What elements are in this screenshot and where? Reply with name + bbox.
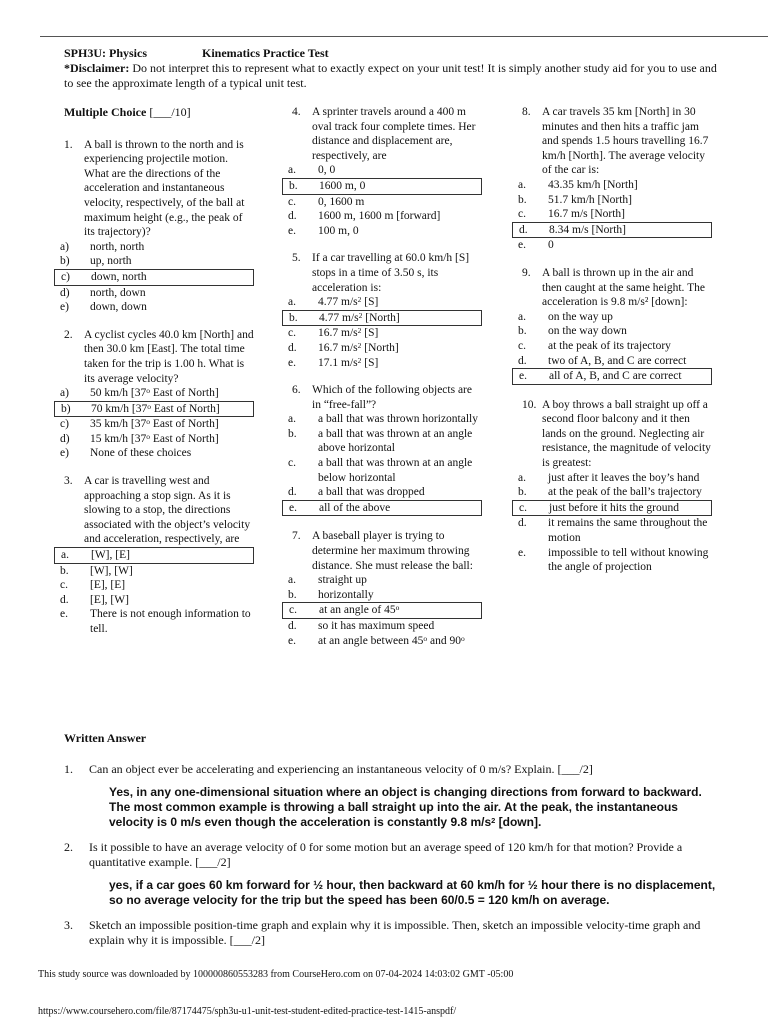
- option-text: 70 km/h [37$^o$ East of North]: [91, 401, 220, 415]
- option-letter: d): [60, 286, 70, 299]
- answer-option: [512, 207, 712, 222]
- written-question-text: Is it possible to have an average velocity of 0 for some motion but an average speed of 120 km/h for that motion? Provide a quantitative example. [___/2]: [89, 840, 683, 869]
- option-text: 17.1 $m/s^2$ [S]: [318, 355, 379, 369]
- answer-option: [282, 427, 482, 456]
- written-question-text: Can an object ever be accelerating and experiencing an instantaneous velocity of 0 m/s? Explain. [___/2]: [89, 762, 593, 776]
- answer-option: [282, 485, 482, 500]
- answer-option: [282, 326, 482, 341]
- correct-option: [282, 500, 482, 517]
- option-letter: c.: [518, 208, 526, 221]
- option-text: straight up: [318, 574, 367, 587]
- answer-option: [282, 341, 482, 356]
- correct-option: [54, 547, 254, 564]
- correct-option: [54, 269, 254, 286]
- option-text: on the way down: [548, 325, 627, 338]
- question-2: [54, 328, 254, 461]
- option-letter: e): [60, 447, 69, 460]
- option-letter: c): [61, 270, 70, 283]
- correct-option: [54, 401, 254, 418]
- option-text: just before it hits the ground: [549, 501, 679, 514]
- option-letter: a.: [288, 413, 296, 426]
- question-9: [512, 266, 712, 385]
- option-text: [W], [E]: [91, 549, 130, 562]
- question-stem: [54, 138, 254, 240]
- option-letter: c.: [289, 604, 297, 617]
- option-letter: b.: [60, 564, 69, 577]
- mc-score: [___/10]: [149, 105, 191, 119]
- option-letter: a.: [518, 310, 526, 323]
- question-number: 3.: [64, 475, 73, 488]
- written-item-1: [64, 762, 724, 830]
- question-stem: [512, 266, 712, 310]
- option-letter: a): [60, 387, 69, 400]
- answer-option: [54, 578, 254, 593]
- option-text: north, down: [90, 286, 146, 299]
- option-letter: a.: [288, 574, 296, 587]
- option-text: 0, 0: [318, 164, 336, 177]
- question-text: A ball is thrown to the north and is experiencing projectile motion. What are the directions of the acceleration and instantaneous velocity, respectively, of the ball at maximum height (e.g., the peak of its trajectory)?: [84, 138, 245, 239]
- option-letter: d.: [518, 517, 527, 530]
- question-text: A car is travelling west and approaching a stop sign. As it is slowing to a stop, the directions associated with the object’s velocity and acceleration, respectively, are: [84, 475, 251, 546]
- written-answer-section: [64, 731, 724, 958]
- footer-source: This study source was downloaded by 100000860553283 from CourseHero.com on 07-04-2024 14:03:02 GMT -05:00: [38, 969, 514, 980]
- option-letter: d): [60, 432, 70, 445]
- option-text: all of A, B, and C are correct: [549, 370, 682, 383]
- question-number: 2.: [64, 328, 73, 341]
- answer-option: [54, 254, 254, 269]
- option-text: 0, 1600 m: [318, 195, 365, 208]
- option-letter: d.: [288, 341, 297, 354]
- answer-option: [512, 339, 712, 354]
- option-letter: b.: [518, 325, 527, 338]
- answer-option: [512, 238, 712, 253]
- option-letter: c.: [288, 457, 296, 470]
- option-text: 1600 m, 1600 m [forward]: [318, 210, 441, 223]
- option-text: so it has maximum speed: [318, 620, 435, 632]
- option-letter: c.: [60, 579, 68, 592]
- correct-option: [512, 368, 712, 385]
- option-text: 51.7 km/h [North]: [548, 193, 633, 206]
- option-text: 1600 m, 0: [319, 179, 366, 192]
- written-question-text: Sketch an impossible position-time graph and explain why it is impossible. Then, sketch an impossible velocity-time graph and explain why it is impossible. [___/2]: [89, 918, 701, 947]
- written-title: Written Answer: [64, 731, 147, 745]
- option-letter: b.: [288, 427, 297, 440]
- answer-option: [282, 619, 482, 634]
- column-2: [282, 105, 482, 661]
- question-text: A cyclist cycles 40.0 km [North] and then 30.0 km [East]. The total time taken for the trip is 1.00 h. What is its average velocity?: [84, 328, 254, 385]
- option-text: [E], [E]: [90, 579, 126, 592]
- written-item-2: [64, 840, 724, 908]
- option-text: None of these choices: [90, 447, 192, 460]
- answer-option: [512, 516, 712, 545]
- answer-option: [512, 354, 712, 369]
- option-letter: b): [61, 402, 71, 415]
- option-text: a ball that was thrown at an angle above horizontal: [318, 427, 473, 455]
- option-text: a ball that was dropped: [318, 486, 425, 499]
- question-stem: [54, 328, 254, 386]
- answer-option: [512, 485, 712, 500]
- answer-option: [54, 432, 254, 447]
- question-3: [54, 474, 254, 637]
- written-number: 2.: [64, 840, 73, 854]
- question-text: If a car travelling at 60.0 km/h [S] stops in a time of 3.50 s, its acceleration is:: [312, 252, 470, 294]
- option-letter: a.: [518, 471, 526, 484]
- answer-option: [282, 209, 482, 224]
- option-text: 16.7 $m/s^2$ [North]: [318, 340, 399, 354]
- option-letter: a.: [288, 164, 296, 177]
- answer-option: [54, 286, 254, 301]
- answer-option: [282, 356, 482, 371]
- option-letter: b): [60, 255, 70, 268]
- written-question: [64, 762, 724, 777]
- written-answer-text: yes, if a car goes 60 km forward for ½ hour, then backward at 60 km/h for ½ hour there is no displacement, so no average velocity for the trip but the speed has been 60/0.5 = 120 km/h on average.: [109, 878, 716, 907]
- option-text: up, north: [90, 255, 132, 268]
- question-stem: [282, 105, 482, 163]
- written-question: [64, 840, 724, 870]
- answer-option: [282, 224, 482, 239]
- answer-option: [54, 300, 254, 315]
- question-text: A car travels 35 km [North] in 30 minutes and then hits a traffic jam and spends 1.5 hours travelling 16.7 km/h [North]. The average velocity of the car is:: [542, 106, 709, 177]
- test-title: Kinematics Practice Test: [202, 46, 329, 60]
- option-text: on the way up: [548, 310, 613, 323]
- question-1: [54, 138, 254, 315]
- answer-option: [282, 634, 482, 649]
- option-text: at the peak of the ball’s trajectory: [548, 486, 702, 499]
- option-text: 4.77 $m/s^2$ [S]: [318, 295, 379, 309]
- option-text: 50 km/h [37$^o$ East of North]: [90, 386, 219, 400]
- question-stem: [54, 474, 254, 547]
- option-letter: e.: [288, 634, 296, 647]
- answer-option: [512, 193, 712, 208]
- answer-option: [54, 593, 254, 608]
- written-number: 1.: [64, 762, 73, 776]
- option-letter: e.: [518, 239, 526, 252]
- option-text: down, north: [91, 270, 147, 283]
- option-text: at the peak of its trajectory: [548, 339, 671, 352]
- correct-option: [512, 222, 712, 239]
- question-4: [282, 105, 482, 238]
- option-text: 8.34 m/s [North]: [549, 223, 626, 236]
- answer-option: [54, 240, 254, 255]
- disclaimer-text: Do not interpret this to represent what to exactly expect on your unit test! It is simply another study aid for you to use and to see the approximate length of a typical unit test.: [64, 61, 717, 90]
- option-text: it remains the same throughout the motion: [548, 517, 708, 545]
- answer-option: [512, 471, 712, 486]
- option-text: two of A, B, and C are correct: [548, 354, 687, 367]
- question-text: A boy throws a ball straight up off a second floor balcony and it then lands on the ground. Neglecting air resistance, the magnitude of velocity is greatest:: [542, 398, 711, 470]
- written-number: 3.: [64, 918, 73, 932]
- disclaimer: [64, 61, 724, 91]
- question-text: Which of the following objects are in “free-fall”?: [312, 384, 472, 411]
- answer-option: [512, 178, 712, 193]
- option-text: 35 km/h [37$^o$ East of North]: [90, 417, 219, 431]
- option-text: at an angle of 45$^o$: [319, 603, 400, 617]
- question-text: A ball is thrown up in the air and then caught at the same height. The acceleration is 9.8 m/s² [down]:: [542, 266, 705, 309]
- question-number: 10.: [522, 398, 537, 411]
- option-text: a ball that was thrown at an angle below horizontal: [318, 457, 473, 484]
- answer-option: [282, 573, 482, 588]
- option-letter: c.: [288, 327, 296, 340]
- option-letter: a.: [518, 178, 526, 191]
- answer-option: [512, 324, 712, 339]
- option-letter: d.: [288, 620, 297, 632]
- question-number: 1.: [64, 138, 73, 151]
- question-8: [512, 105, 712, 253]
- question-10: [512, 398, 712, 575]
- footer-url[interactable]: https://www.coursehero.com/file/87174475/sph3u-u1-unit-test-student-edited-practice-test-1415-anspdf/: [38, 1006, 457, 1017]
- option-text: 43.35 km/h [North]: [548, 178, 638, 191]
- question-number: 5.: [292, 252, 301, 265]
- option-letter: d.: [519, 223, 528, 236]
- question-number: 6.: [292, 384, 301, 397]
- answer-option: [54, 417, 254, 432]
- option-letter: c): [60, 418, 69, 431]
- option-letter: e.: [518, 546, 526, 559]
- option-text: 4.77 $m/s^2$ [North]: [319, 310, 400, 324]
- disclaimer-label: *Disclaimer:: [64, 61, 130, 75]
- answer-option: [282, 412, 482, 427]
- option-letter: d.: [288, 210, 297, 223]
- answer-option: [54, 564, 254, 579]
- option-letter: a.: [61, 549, 69, 562]
- option-text: impossible to tell without knowing the angle of projection: [548, 546, 709, 574]
- answer-option: [512, 310, 712, 325]
- option-text: a ball that was thrown horizontally: [318, 413, 479, 426]
- question-number: 4.: [292, 106, 301, 118]
- written-answer-text: Yes, in any one-dimensional situation where an object is changing directions from forward to backward. The most common example is throwing a ball straight up into the air. At the peak, the instantaneous velocity is 0 m/s even though the acceleration is constantly 9.8 $m/s^2$ [down].: [109, 785, 702, 829]
- option-letter: c.: [288, 195, 296, 208]
- option-text: horizontally: [318, 588, 374, 601]
- option-letter: e.: [289, 501, 297, 514]
- option-text: [W], [W]: [90, 564, 133, 577]
- option-letter: e.: [288, 356, 296, 369]
- answer-option: [54, 386, 254, 401]
- question-number: 8.: [522, 106, 531, 118]
- option-letter: b.: [289, 179, 298, 192]
- option-letter: b.: [289, 311, 298, 324]
- question-7: [282, 529, 482, 648]
- question-stem: [282, 251, 482, 295]
- option-letter: e.: [519, 370, 527, 383]
- question-text: A sprinter travels around a 400 m oval track four complete times. Her distance and displacement are, respectively, are: [312, 106, 476, 162]
- option-text: north, north: [90, 240, 145, 253]
- option-letter: e.: [60, 608, 68, 621]
- option-text: 0: [548, 239, 554, 252]
- header: [64, 46, 724, 91]
- correct-option: [282, 310, 482, 327]
- option-letter: d.: [518, 354, 527, 367]
- option-text: 15 km/h [37$^o$ East of North]: [90, 431, 219, 445]
- option-text: at an angle between 45$^o$ and 90$^o$: [318, 633, 465, 647]
- option-letter: e): [60, 301, 69, 314]
- correct-option: [512, 500, 712, 517]
- answer-option: [54, 607, 254, 636]
- question-5: [282, 251, 482, 370]
- course-title: SPH3U: Physics: [64, 46, 148, 60]
- question-6: [282, 383, 482, 516]
- answer-option: [282, 163, 482, 178]
- answer-option: [282, 588, 482, 603]
- option-text: all of the above: [319, 501, 391, 514]
- option-letter: d.: [288, 486, 297, 499]
- question-number: 7.: [292, 530, 301, 543]
- correct-option: [282, 178, 482, 195]
- option-letter: b.: [288, 588, 297, 601]
- answer-option: [282, 195, 482, 210]
- correct-option: [282, 602, 482, 619]
- column-1: [54, 105, 254, 650]
- option-text: There is not enough information to tell.: [90, 608, 251, 635]
- option-letter: a): [60, 240, 69, 253]
- question-text: A baseball player is trying to determine her maximum throwing distance. She must release the ball:: [312, 530, 473, 572]
- option-text: down, down: [90, 301, 147, 314]
- question-stem: [282, 383, 482, 412]
- answer-option: [282, 295, 482, 310]
- written-item-3: [64, 918, 724, 948]
- option-letter: c.: [519, 501, 527, 514]
- option-letter: b.: [518, 193, 527, 206]
- option-text: [E], [W]: [90, 593, 129, 606]
- question-number: 9.: [522, 266, 531, 279]
- option-letter: c.: [518, 339, 526, 352]
- option-text: just after it leaves the boy’s hand: [548, 471, 700, 484]
- question-stem: [282, 529, 482, 573]
- answer-option: [54, 446, 254, 461]
- answer-option: [512, 546, 712, 575]
- question-stem: [512, 398, 712, 471]
- option-letter: a.: [288, 296, 296, 309]
- written-question: [64, 918, 724, 948]
- option-letter: e.: [288, 224, 296, 237]
- answer-option: [282, 456, 482, 485]
- option-text: 16.7 $m/s^2$ [S]: [318, 326, 379, 340]
- option-letter: b.: [518, 486, 527, 499]
- question-stem: [512, 105, 712, 178]
- option-letter: d.: [60, 593, 69, 606]
- top-rule: [40, 36, 768, 37]
- column-3: [512, 105, 712, 588]
- mc-section-title: Multiple Choice [___/10]: [64, 105, 191, 119]
- option-text: 16.7 m/s [North]: [548, 208, 625, 221]
- option-text: 100 m, 0: [318, 224, 359, 237]
